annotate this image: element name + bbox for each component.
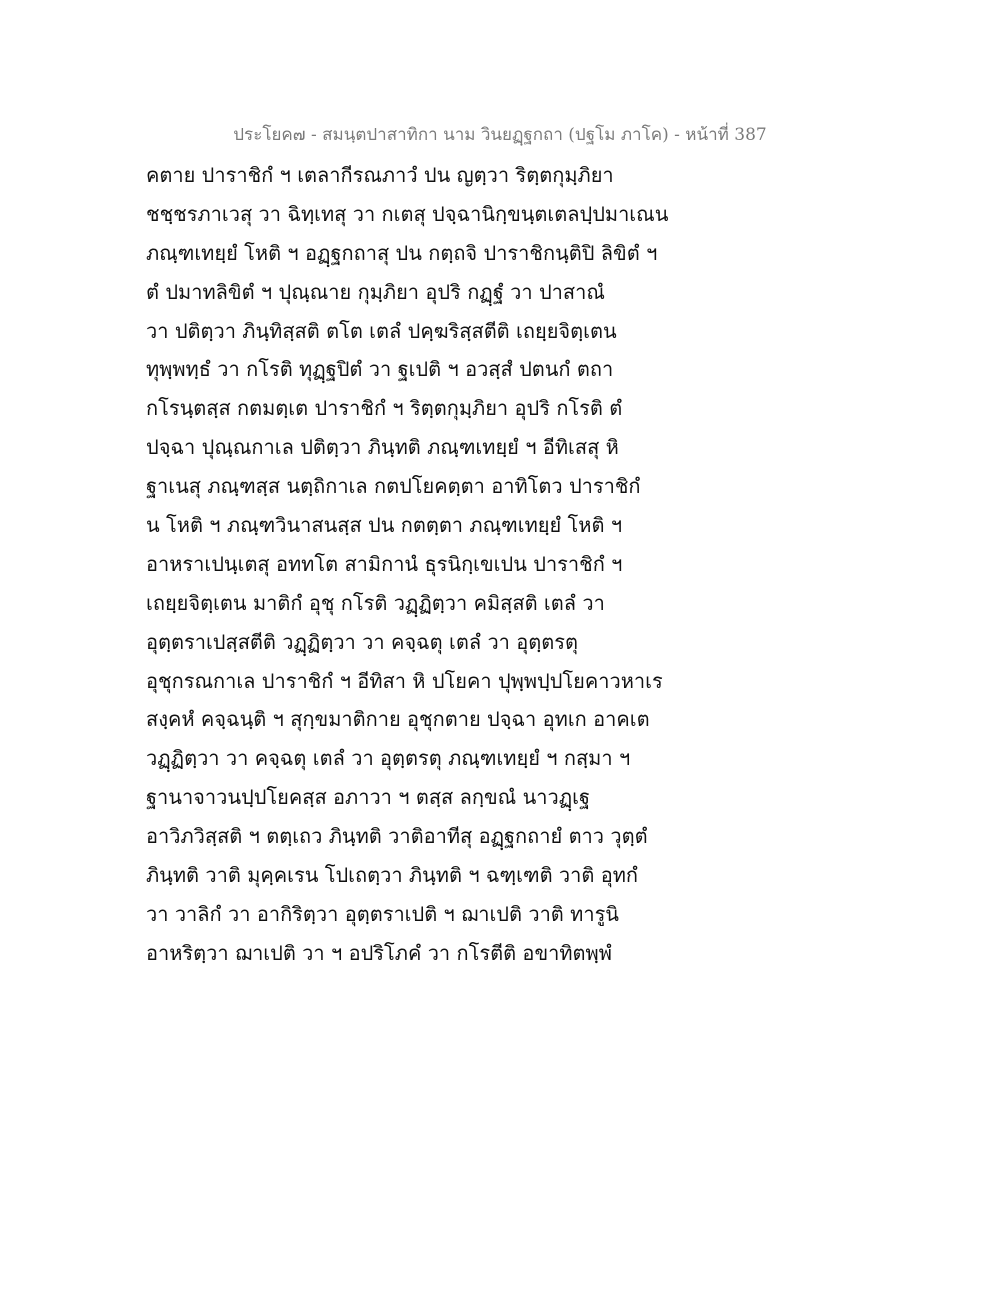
text-line: เถยฺยจิตฺเตน มาติกํ อุชุ กโรติ วฏฺฏิตฺวา คมิสฺสติ เตลํ วา [146,590,605,615]
text-line: คตาย ปาราชิกํ ฯ เตลากีรณภาวํ ปน ญตฺวา ริตฺตกุมฺภิยา [146,163,614,187]
text-line: วา วาลิกํ วา อากิริตฺวา อุตฺตราเปติ ฯ ฌาเปติ วาติ ทารูนิ [146,901,619,926]
text-line: อาหราเปนฺเตสุ อททโต สามิกานํ ธุรนิกฺเขเปน ปาราชิกํ ฯ [146,551,623,576]
text-line: อุชุกรณกาเล ปาราชิกํ ฯ อีทิสา หิ ปโยคา ปุพฺพปฺปโยคาวหาเร [146,668,663,693]
text-line: ทุพฺพทฺธํ วา กโรติ ทุฏฺฐปิตํ วา ฐเปติ ฯ อวสฺสํ ปตนกํ ตถา [146,357,614,382]
text-line: อุตฺตราเปสฺสตีติ วฏฺฏิตฺวา วา คจฺฉตุ เตลํ วา อุตฺตรตุ [146,629,578,654]
text-line: ฐานาจาวนปฺปโยคสฺส อภาวา ฯ ตสฺส ลกฺขณํ นาวฏฺเฐ [146,785,590,810]
text-line: ปจฺฉา ปุณฺณกาเล ปติตฺวา ภินฺทติ ภณฺฑเทยฺยํ ฯ อีทิเสสุ หิ [146,435,619,460]
text-line: อาวิภวิสฺสติ ฯ ตตฺเถว ภินฺทติ วาติอาทีสุ อฏฺฐกถายํ ตาว วุตฺตํ [146,824,648,849]
text-line: อาหริตฺวา ฌาเปติ วา ฯ อปริโภคํ วา กโรตีติ อขาทิตพฺพํ [146,940,612,965]
text-line: สงฺคหํ คจฺฉนฺติ ฯ สุกฺขมาติกาย อุชุกตาย ปจฺฉา อุทเก อาคเต [146,707,650,732]
running-header: ประโยค๗ - สมนฺตปาสาทิกา นาม วินยฏฺฐกถา (ปฐโม ภาโค) - หน้าที่ 387 [233,125,767,145]
text-line: ตํ ปมาทลิขิตํ ฯ ปุณฺณาย กุมฺภิยา อุปริ กฏฺฐํ วา ปาสาณํ [146,279,605,304]
text-line: วา ปติตฺวา ภินฺทิสฺสติ ตโต เตลํ ปคฺฆริสฺสตีติ เถยฺยจิตฺเตน [146,318,617,343]
text-line: ภินฺทติ วาติ มุคฺคเรน โปเถตฺวา ภินฺทติ ฯ ฉฑฺเฑติ วาติ อุทกํ [146,863,639,888]
body-text [146,160,706,977]
text-line: น โหติ ฯ ภณฺฑวินาสนสฺส ปน กตตฺตา ภณฺฑเทยฺยํ โหติ ฯ [146,513,623,538]
text-line: ภณฺฑเทยฺยํ โหติ ฯ อฏฺฐกถาสุ ปน กตฺถจิ ปาราชิกนฺติปิ ลิขิตํ ฯ [146,240,658,265]
text-line: ฐาเนสุ ภณฺฑสฺส นตฺถิกาเล กตปโยคตฺตา อาทิโตว ปาราชิกํ [146,474,641,499]
text-line: กโรนฺตสฺส กตมตฺเต ปาราชิกํ ฯ ริตฺตกุมฺภิยา อุปริ กโรติ ตํ [146,396,623,421]
text-line: ชชฺชรภาเวสุ วา ฉิทฺเทสุ วา กเตสุ ปจฺฉานิกฺขนฺตเตลปฺปมาเณน [146,201,669,226]
text-line: วฏฺฏิตฺวา วา คจฺฉตุ เตลํ วา อุตฺตรตุ ภณฺฑเทยฺยํ ฯ กสฺมา ฯ [146,746,631,771]
